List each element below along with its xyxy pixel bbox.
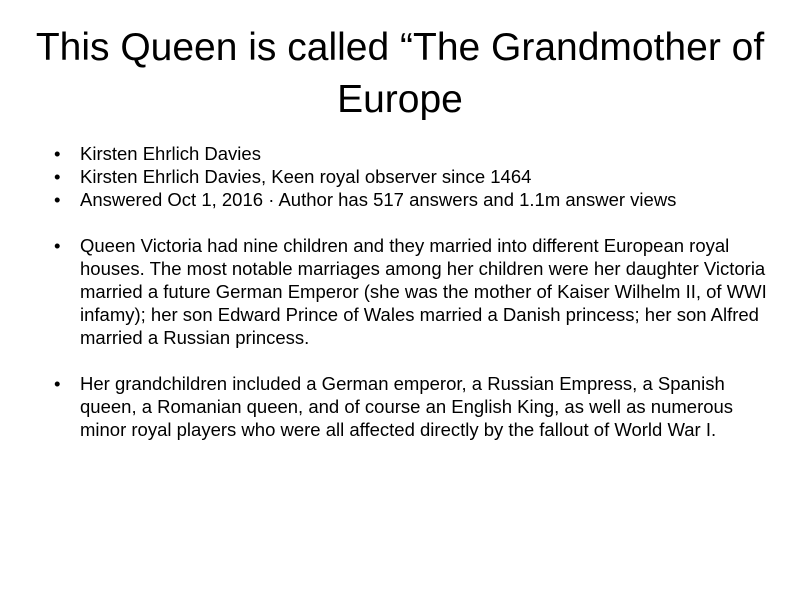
bullet-dot: • — [54, 235, 61, 256]
bullet-text: Kirsten Ehrlich Davies — [80, 143, 261, 164]
spacer — [54, 349, 774, 372]
bullet-item — [54, 142, 774, 165]
bullet-dot: • — [54, 166, 61, 187]
paragraph-text: Queen Victoria had nine children and they married into different European royal houses. The most notable marriages among her children were her daughter Victoria married a future German Emperor (she was the mother of Kaiser Wilhelm II, of WWI infamy); her son Edward Prince of Wales married a Danish princess; her son Alfred married a Russian princess. — [80, 235, 767, 348]
bullet-dot: • — [54, 373, 61, 394]
bullet-text: Answered Oct 1, 2016 · Author has 517 answers and 1.1m answer views — [80, 189, 677, 210]
slide-title: This Queen is called “The Grandmother of Europe — [35, 26, 765, 121]
spacer — [54, 211, 774, 234]
bullet-item — [54, 165, 774, 188]
bullet-dot: • — [54, 143, 61, 164]
paragraph-text: Her grandchildren included a German emperor, a Russian Empress, a Spanish queen, a Romanian queen, and of course an English King, as well as numerous minor royal players who were all affected directly by the fallout of World War I. — [80, 373, 734, 440]
bullet-item — [54, 234, 774, 349]
paragraph-bullet-list — [54, 372, 774, 441]
paragraph-bullet-list — [54, 234, 774, 349]
meta-bullet-list — [54, 142, 774, 211]
slide-body — [54, 142, 774, 441]
bullet-text: Kirsten Ehrlich Davies, Keen royal observer since 1464 — [80, 166, 532, 187]
bullet-item — [54, 188, 774, 211]
bullet-dot: • — [54, 189, 61, 210]
bullet-item — [54, 372, 774, 441]
